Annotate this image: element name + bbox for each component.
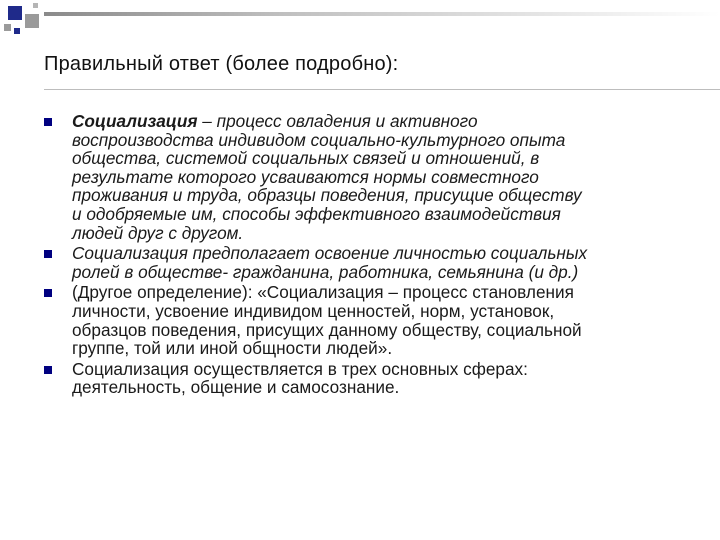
item-line: образцов поведения, присущих данному обществу, социальной [72,319,582,340]
item-line: и одобряемые им, способы эффективного взаимодействия [72,203,561,224]
item-line: (Другое определение): «Социализация – процесс становления [72,282,574,303]
square-bullet-icon [44,366,52,374]
square-bullet-icon [44,289,52,297]
deco-square-gray-large [25,14,39,28]
list-item [44,360,684,397]
list-item [44,244,684,281]
item-term: Социализация [72,111,198,131]
deco-square-gray-tiny [33,3,38,8]
item-line: деятельность, общение и самосознание. [72,377,400,398]
item-line: личности, усвоение индивидом ценностей, норм, установок, [72,300,555,321]
item-line [72,112,684,131]
item-line: результате которого усваиваются нормы совместного [72,166,539,187]
item-line: Социализация осуществляется в трех основных сферах: [72,358,528,379]
corner-decoration [0,0,720,60]
deco-square-blue-large [8,6,22,20]
square-bullet-icon [44,250,52,258]
item-line-text: – процесс овладения и активного [197,111,478,131]
item-line: группе, той или иной общности людей». [72,338,393,359]
deco-square-gray-small [4,24,11,31]
item-line: проживания и труда, образцы поведения, присущие обществу [72,185,582,206]
item-line: общества, системой социальных связей и отношений, в [72,148,540,169]
list-item [44,112,684,242]
item-line: воспроизводства индивидом социально-культурного опыта [72,129,566,150]
item-line: людей друг с другом. [72,222,244,243]
title-divider [44,89,720,90]
bullet-list [44,112,684,399]
top-gradient-bar [44,12,720,16]
square-bullet-icon [44,118,52,126]
list-item [44,283,684,357]
item-line: Социализация предполагает освоение личностью социальных [72,243,588,264]
item-line: ролей в обществе- гражданина, работника, семьянина (и др.) [72,261,579,282]
slide-title: Правильный ответ (более подробно): [44,53,399,75]
deco-square-blue-small [14,28,20,34]
